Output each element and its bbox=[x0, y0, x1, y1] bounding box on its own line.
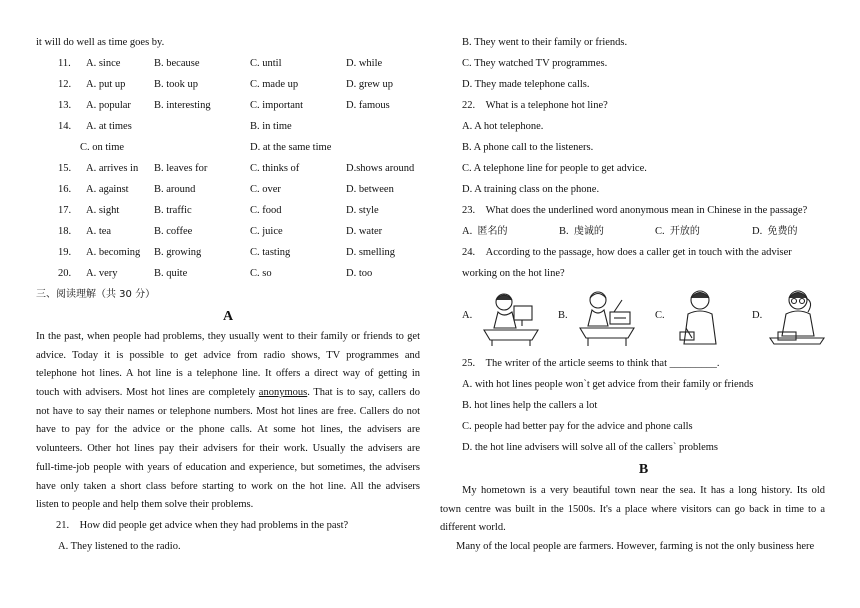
passage-line: telephone hot lines. A hot line is a telephone line. It offers a direct way of getting in bbox=[36, 368, 420, 380]
option-21-b: B. They went to their family or friends. bbox=[462, 37, 628, 48]
passage-line: have only taken a short class before starting to work on the hot line. All the advisers bbox=[36, 480, 420, 492]
question-24-pictures bbox=[462, 288, 825, 350]
question-text: The writer of the article seems to think that _________. bbox=[485, 358, 720, 369]
cloze-row bbox=[36, 53, 420, 74]
question-number: 12. bbox=[58, 79, 72, 90]
option-25-a: A. with hot lines people won`t get advice from their family or friends bbox=[462, 379, 754, 390]
option-b: B. traffic bbox=[154, 205, 192, 216]
option-d: D.shows around bbox=[346, 163, 415, 174]
section-title: 三、阅读理解（共 30 分） bbox=[36, 289, 156, 300]
option-b: B. growing bbox=[154, 247, 202, 258]
option-c: C. until bbox=[250, 58, 282, 69]
passage-line: In the past, when people had problems, they usually went to their family or friends to get bbox=[36, 331, 420, 342]
question-number: 15. bbox=[58, 163, 72, 174]
passage-text: . That is to say, callers do bbox=[307, 387, 420, 399]
passage-a bbox=[36, 328, 420, 515]
cloze-row bbox=[36, 95, 420, 116]
option-a: C. on time bbox=[80, 142, 125, 153]
left-column bbox=[36, 34, 420, 557]
option-d: D. too bbox=[346, 268, 373, 279]
right-column bbox=[440, 34, 825, 557]
option-b: B. took up bbox=[154, 79, 199, 90]
option-b: B. interesting bbox=[154, 100, 211, 111]
option-22-b: B. A phone call to the listeners. bbox=[462, 142, 594, 153]
option-d: D. smelling bbox=[346, 247, 395, 258]
option-21-a: A. They listened to the radio. bbox=[58, 540, 181, 552]
option-c: D. at the same time bbox=[250, 142, 332, 153]
option-b: B. quite bbox=[154, 268, 188, 279]
option-b: B. around bbox=[154, 184, 196, 195]
person-on-telephone-icon bbox=[768, 288, 826, 348]
option-c: C. thinks of bbox=[250, 163, 300, 174]
question-number: 25. bbox=[462, 358, 476, 369]
question-number: 14. bbox=[58, 121, 72, 132]
option-b: B. coffee bbox=[154, 226, 193, 237]
option-22-a: A. A hot telephone. bbox=[462, 121, 544, 132]
option-22-c: C. A telephone line for people to get advice. bbox=[462, 163, 647, 174]
question-text: According to the passage, how does a caller get in touch with the adviser bbox=[485, 247, 792, 258]
option-25-d: D. the hot line advisers will solve all of the callers` problems bbox=[462, 442, 719, 453]
passage-line: listen to people and help them solve their problems. bbox=[36, 499, 254, 511]
cloze-row bbox=[36, 116, 420, 137]
picture-label-b: B. bbox=[558, 310, 568, 321]
option-a: A. sight bbox=[86, 205, 120, 216]
option-25-b: B. hot lines help the callers a lot bbox=[462, 400, 598, 411]
option-d: D. grew up bbox=[346, 79, 393, 90]
passage-text: touch with advisers. Most hot lines are completely bbox=[36, 387, 256, 399]
question-number: 18. bbox=[58, 226, 72, 237]
passage-b-title: B bbox=[638, 462, 649, 477]
question-text: What is a telephone hot line? bbox=[485, 100, 608, 111]
passage-b bbox=[440, 482, 825, 557]
passage-line: different world. bbox=[440, 522, 506, 534]
question-number: 19. bbox=[58, 247, 72, 258]
question-number: 20. bbox=[58, 268, 72, 279]
passage-line: have to pay for the advice or the phone calls. At some hot lines, the advisers are bbox=[36, 424, 420, 436]
question-number: 21. bbox=[56, 519, 70, 531]
option-d: D. while bbox=[346, 58, 383, 69]
passage-line bbox=[36, 384, 420, 403]
option-22-d: D. A training class on the phone. bbox=[462, 184, 600, 195]
question-number: 16. bbox=[58, 184, 72, 195]
cloze-options bbox=[36, 53, 420, 284]
passage-a-title: A bbox=[222, 309, 234, 324]
option-d: D. famous bbox=[346, 100, 390, 111]
option-21-d: D. They made telephone calls. bbox=[462, 79, 590, 90]
option-a: A. very bbox=[86, 268, 118, 279]
continued-sentence: it will do well as time goes by. bbox=[36, 37, 165, 48]
question-number: 22. bbox=[462, 100, 476, 111]
option-21-c: C. They watched TV programmes. bbox=[462, 58, 608, 69]
person-writing-letter-icon bbox=[672, 288, 728, 348]
option-a: A. arrives in bbox=[86, 163, 139, 174]
option-b: B. leaves for bbox=[154, 163, 208, 174]
passage-line: volunteers. Other hot lines pay their advisers for their work. Usually the advisers are bbox=[36, 443, 420, 455]
question-24-continued: working on the hot line? bbox=[462, 268, 565, 279]
question-23 bbox=[462, 200, 825, 221]
option-a: A. at times bbox=[86, 121, 132, 132]
option-23-a: A. 匿名的 bbox=[462, 226, 508, 237]
option-25-c: C. people had better pay for the advice and phone calls bbox=[462, 421, 693, 432]
question-number: 13. bbox=[58, 100, 72, 111]
question-number: 23. bbox=[462, 205, 476, 216]
option-a: A. since bbox=[86, 58, 121, 69]
option-c: C. juice bbox=[250, 226, 283, 237]
passage-line: full-time-job people with years of education and experience, but sometimes, the advisers bbox=[36, 461, 420, 473]
cloze-row bbox=[36, 158, 420, 179]
option-c: C. important bbox=[250, 100, 304, 111]
person-listening-radio-icon bbox=[574, 288, 638, 346]
question-22 bbox=[462, 95, 825, 116]
picture-label-a: A. bbox=[462, 310, 473, 321]
passage-line: town centre was built in the 1500s. It's a place where visitors can go back in time to a bbox=[440, 503, 825, 515]
question-number: 11. bbox=[58, 58, 71, 69]
question-text: How did people get advice when they had problems in the past? bbox=[79, 519, 349, 531]
option-d: D. between bbox=[346, 184, 394, 195]
cloze-row bbox=[36, 179, 420, 200]
cloze-row bbox=[36, 137, 420, 158]
option-c: C. tasting bbox=[250, 247, 291, 258]
question-text: What does the underlined word anonymous mean in Chinese in the passage? bbox=[485, 205, 808, 216]
option-a: A. put up bbox=[86, 79, 126, 90]
passage-line: not have to say their names or telephone numbers. Most hot lines are free. Callers do not bbox=[36, 405, 420, 417]
option-a: A. becoming bbox=[86, 247, 141, 258]
picture-label-d: D. bbox=[752, 310, 763, 321]
option-b: B. because bbox=[154, 58, 200, 69]
question-24 bbox=[462, 242, 825, 263]
question-number: 24. bbox=[462, 247, 476, 258]
question-number: 17. bbox=[58, 205, 72, 216]
question-25 bbox=[462, 353, 825, 374]
cloze-row bbox=[36, 242, 420, 263]
cloze-row bbox=[36, 200, 420, 221]
passage-line: advice. Today it is possible to get advice from radio shows, TV programmes and bbox=[36, 349, 420, 361]
passage-line: My hometown is a very beautiful town near the sea. It has a long history. Its old bbox=[462, 485, 825, 496]
option-d: D. style bbox=[346, 205, 379, 216]
option-c: C. over bbox=[250, 184, 281, 195]
option-23-c: C. 开放的 bbox=[655, 226, 700, 237]
option-c: B. in time bbox=[250, 121, 292, 132]
question-21 bbox=[36, 515, 420, 536]
option-a: A. popular bbox=[86, 100, 131, 111]
option-d: D. water bbox=[346, 226, 383, 237]
option-23-d: D. 免费的 bbox=[752, 226, 798, 237]
option-c: C. food bbox=[250, 205, 282, 216]
options-23 bbox=[462, 221, 825, 242]
option-c: C. so bbox=[250, 268, 272, 279]
cloze-row bbox=[36, 74, 420, 95]
cloze-row bbox=[36, 221, 420, 242]
picture-label-c: C. bbox=[655, 310, 665, 321]
option-23-b: B. 虔诚的 bbox=[559, 226, 604, 237]
underlined-word: anonymous bbox=[258, 387, 308, 399]
option-a: A. tea bbox=[86, 226, 112, 237]
person-at-computer-icon bbox=[478, 288, 542, 346]
passage-line: Many of the local people are farmers. However, farming is not the only business here bbox=[456, 541, 815, 553]
cloze-row bbox=[36, 263, 420, 284]
option-a: A. against bbox=[86, 184, 129, 195]
option-c: C. made up bbox=[250, 79, 299, 90]
